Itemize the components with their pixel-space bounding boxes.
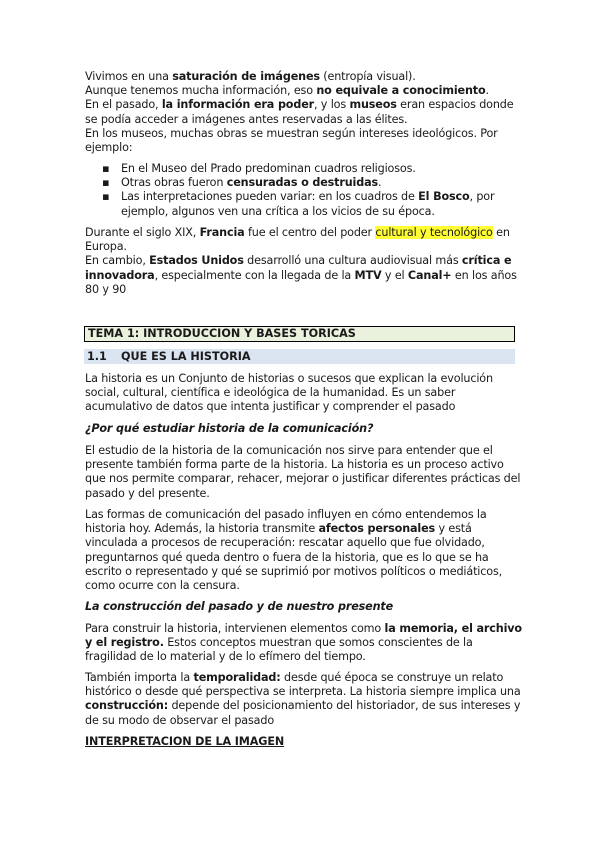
construccion-heading: La construcción del pasado y de nuestro presente bbox=[85, 600, 394, 613]
interpretacion-heading: INTERPRETACION DE LA IMAGEN bbox=[85, 735, 285, 748]
bullet-list bbox=[85, 162, 525, 219]
section-number: 1.1 bbox=[87, 350, 107, 363]
list-item: ▪ Otras obras fueron censuradas o destruidas. bbox=[102, 176, 382, 190]
bullet-icon: ▪ bbox=[102, 176, 110, 190]
list-item: ▪ Las interpretaciones pueden variar: en los cuadros de El Bosco, por ejemplo, algunos ven una crítica a los vicios de su época. bbox=[102, 190, 495, 218]
historia-paragraph: La historia es un Conjunto de historias o sucesos que explican la evolución social, cultural, científica e ideológica de la humanidad. Es un saber acumulativo de datos que intenta justificar y comprender el pasado bbox=[85, 372, 493, 414]
tema-heading: TEMA 1: INTRODUCCION Y BASES TORICAS bbox=[84, 326, 515, 342]
section-heading bbox=[84, 349, 515, 364]
highlighted-text: cultural y tecnológico bbox=[375, 226, 493, 239]
list-item: ▪ En el Museo del Prado predominan cuadros religiosos. bbox=[102, 162, 416, 175]
memoria-paragraph: Para construir la historia, intervienen elementos como la memoria, el archivo y el registro. Estos conceptos muestran que somos conscientes de la fragilidad de lo material y de lo efímero del tiempo. bbox=[85, 622, 522, 664]
intro-paragraph: Vivimos en una saturación de imágenes (entropía visual). Aunque tenemos mucha información, eso no equivale a conocimiento. En el pasado, la información era poder, y los museos eran espacios donde se podía acceder a imágenes antes reservadas a las élites. En los museos, muchas obras se muestran según intereses ideológicos. Por ejemplo: bbox=[85, 70, 514, 155]
formas-paragraph: Las formas de comunicación del pasado influyen en cómo entendemos la historia hoy. Además, la historia transmite afectos personales y está vinculada a procesos de recuperación: rescatar aquello que fue olvidado, preguntarnos qué queda dentro o fuera de la historia, que es lo que se ha escrito o representado y qué se suprimió por motivos políticos o mediáticos, como ocurre con la censura. bbox=[85, 508, 503, 593]
section-title: QUE ES LA HISTORIA bbox=[121, 350, 251, 363]
question-heading: ¿Por qué estudiar historia de la comunicación? bbox=[85, 422, 374, 435]
temporalidad-paragraph: También importa la temporalidad: desde qué época se construye un relato histórico o desde qué perspectiva se interpreta. La historia siempre implica una construcción: depende del posicionamiento del historiador, de sus intereses y de su modo de observar el pasado bbox=[85, 671, 521, 727]
bullet-icon: ▪ bbox=[102, 190, 110, 204]
bullet-icon: ▪ bbox=[102, 162, 110, 175]
siglo-paragraph: Durante el siglo XIX, Francia fue el centro del poder cultural y tecnológico en Europa. En cambio, Estados Unidos desarrolló una cultura audiovisual más crítica e innovadora, especialmente con la llegada de la MTV y el Canal+ en los años 80 y 90 bbox=[85, 226, 517, 296]
estudio-paragraph: El estudio de la historia de la comunicación nos sirve para entender que el presente también forma parte de la historia. La historia es un proceso activo que nos permite comparar, rehacer, mejorar o justificar diferentes prácticas del pasado y del presente. bbox=[85, 444, 521, 500]
